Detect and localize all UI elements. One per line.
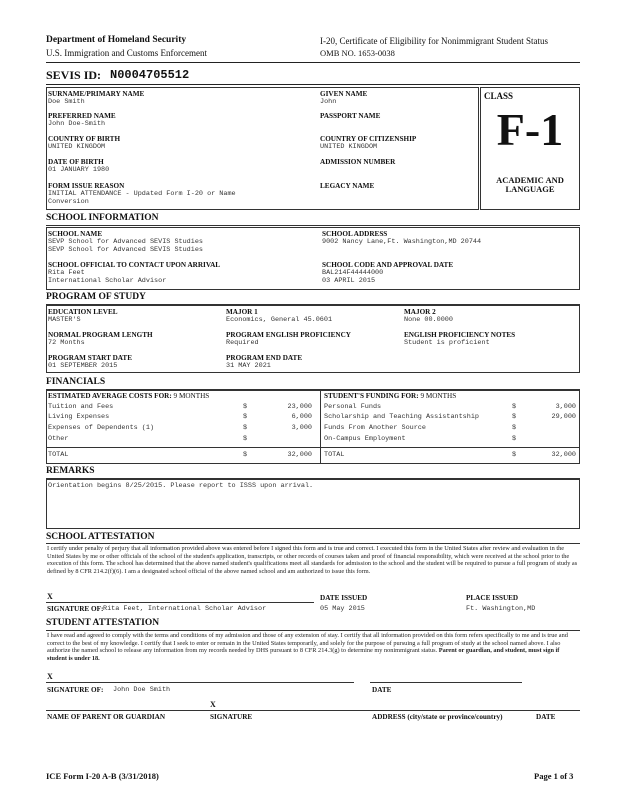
place-issued-label: PLACE ISSUED bbox=[466, 594, 519, 602]
school-name-line1: SEVP School for Advanced SEVIS Studies bbox=[48, 238, 203, 246]
omb-number: OMB NO. 1653-0038 bbox=[320, 48, 395, 58]
remarks-text: Orientation begins 8/25/2015. Please report to ISSS upon arrival. bbox=[48, 482, 314, 490]
cost-item: Tuition and Fees bbox=[48, 403, 114, 411]
education-level-label: EDUCATION LEVEL bbox=[48, 308, 118, 316]
cost-item: Other bbox=[48, 435, 69, 443]
major1-label: MAJOR 1 bbox=[226, 308, 258, 316]
school-name-label: SCHOOL NAME bbox=[48, 230, 103, 238]
funding-currency: $ bbox=[512, 435, 517, 443]
financials-heading: FINANCIALS bbox=[46, 377, 106, 387]
class-desc-line2: LANGUAGE bbox=[505, 184, 555, 194]
school-official-label: SCHOOL OFFICIAL TO CONTACT UPON ARRIVAL bbox=[48, 261, 221, 269]
funding-total-currency: $ bbox=[512, 451, 517, 459]
student-date-line bbox=[370, 682, 522, 683]
school-name-line2: SEVP School for Advanced SEVIS Studies bbox=[48, 246, 203, 254]
sevis-rule bbox=[46, 84, 580, 85]
school-code-value: BAL214F44444000 bbox=[322, 269, 384, 277]
school-sign-x: X bbox=[47, 592, 53, 601]
funding-item: Funds From Another Source bbox=[324, 424, 426, 432]
major1-value: Economics, General 45.0601 bbox=[226, 316, 333, 324]
cost-currency: $ bbox=[243, 413, 248, 421]
financials-total-rule bbox=[46, 447, 580, 448]
funding-amount: 29,000 bbox=[551, 413, 576, 421]
school-official-name: Rita Feet bbox=[48, 269, 85, 277]
cost-amount: 23,000 bbox=[287, 403, 312, 411]
header-rule bbox=[46, 62, 580, 63]
cost-currency: $ bbox=[243, 435, 248, 443]
school-info-heading: SCHOOL INFORMATION bbox=[46, 213, 159, 223]
parent-signature-label: SIGNATURE bbox=[210, 713, 253, 721]
dob-value: 01 JANUARY 1980 bbox=[48, 166, 110, 174]
issue-reason-line1: INITIAL ATTENDANCE - Updated Form I-20 or Name bbox=[48, 190, 236, 198]
student-attestation-paragraph bbox=[47, 632, 579, 662]
date-issued-value: 05 May 2015 bbox=[320, 605, 365, 613]
costs-total-amount: 32,000 bbox=[287, 451, 312, 459]
birth-country-label: COUNTRY OF BIRTH bbox=[48, 135, 121, 143]
parent-signature-line bbox=[46, 710, 580, 711]
student-attestation-rule bbox=[46, 630, 580, 631]
school-address-label: SCHOOL ADDRESS bbox=[322, 230, 388, 238]
admission-number-label: ADMISSION NUMBER bbox=[320, 158, 396, 166]
school-attestation-rule bbox=[46, 543, 580, 544]
funding-currency: $ bbox=[512, 424, 517, 432]
birth-country-value: UNITED KINGDOM bbox=[48, 143, 106, 151]
costs-period: 9 MONTHS bbox=[173, 392, 210, 400]
given-name-label: GIVEN NAME bbox=[320, 90, 368, 98]
class-code: F-1 bbox=[496, 104, 564, 155]
issue-reason-line2: Conversion bbox=[48, 198, 89, 206]
form-title: I-20, Certificate of Eligibility for Nonimmigrant Student Status bbox=[320, 36, 548, 46]
funding-heading bbox=[324, 392, 456, 400]
citizenship-label: COUNTRY OF CITIZENSHIP bbox=[320, 135, 417, 143]
cost-item: Living Expenses bbox=[48, 413, 110, 421]
passport-name-label: PASSPORT NAME bbox=[320, 112, 381, 120]
place-issued-value: Ft. Washington,MD bbox=[466, 605, 536, 613]
financials-divider bbox=[320, 390, 321, 464]
dob-label: DATE OF BIRTH bbox=[48, 158, 104, 166]
funding-label: STUDENT'S FUNDING FOR: bbox=[324, 392, 419, 400]
cost-item: Expenses of Dependents (1) bbox=[48, 424, 155, 432]
costs-total-currency: $ bbox=[243, 451, 248, 459]
major2-label: MAJOR 2 bbox=[404, 308, 436, 316]
sevis-id: N0004705512 bbox=[110, 68, 190, 82]
date-issued-label: DATE ISSUED bbox=[320, 594, 368, 602]
preferred-name-value: John Doe-Smith bbox=[48, 120, 106, 128]
program-heading: PROGRAM OF STUDY bbox=[46, 292, 146, 302]
cost-currency: $ bbox=[243, 424, 248, 432]
cost-amount: 6,000 bbox=[291, 413, 312, 421]
preferred-name-label: PREFERRED NAME bbox=[48, 112, 116, 120]
parent-name-label: NAME OF PARENT OR GUARDIAN bbox=[47, 713, 166, 721]
school-signature-label: SIGNATURE OF: bbox=[47, 605, 104, 613]
costs-total-label: TOTAL bbox=[48, 451, 69, 459]
costs-label: ESTIMATED AVERAGE COSTS FOR: bbox=[48, 392, 172, 400]
funding-item: Personal Funds bbox=[324, 403, 382, 411]
funding-total-label: TOTAL bbox=[324, 451, 345, 459]
student-attestation-heading: STUDENT ATTESTATION bbox=[46, 618, 160, 628]
footer-form-id: ICE Form I-20 A-B (3/31/2018) bbox=[46, 771, 159, 781]
school-approval-date: 03 APRIL 2015 bbox=[322, 277, 376, 285]
program-length-value: 72 Months bbox=[48, 339, 85, 347]
class-desc-line1: ACADEMIC AND bbox=[496, 175, 564, 185]
major2-value: None 00.0000 bbox=[404, 316, 453, 324]
agency-name: U.S. Immigration and Customs Enforcement bbox=[46, 48, 207, 58]
program-start-value: 01 SEPTEMBER 2015 bbox=[48, 362, 118, 370]
funding-total-amount: 32,000 bbox=[551, 451, 576, 459]
student-attestation-text: I have read and agreed to comply with the terms and conditions of my admission and those of any extension of stay. I certify that all information provided on this form refers specifically to me and is true and correct to the best of my knowledge. I certify that I seek to enter or remain in the United States temporarily, and solely for the purpose of pursuing a full program of study at the school named above. I also authorize the named school to release any information from my records needed by DHS pursuant to 8 CFR 214.3(g) to determine my nonimmigrant status. bbox=[47, 632, 568, 655]
program-length-label: NORMAL PROGRAM LENGTH bbox=[48, 331, 153, 339]
school-info-rule bbox=[46, 225, 580, 226]
school-code-label: SCHOOL CODE AND APPROVAL DATE bbox=[322, 261, 454, 269]
education-level-value: MASTER'S bbox=[48, 316, 81, 324]
parent-address-label: ADDRESS (city/state or province/country) bbox=[372, 713, 503, 721]
department-title: Department of Homeland Security bbox=[46, 35, 187, 45]
funding-currency: $ bbox=[512, 413, 517, 421]
student-attestation-bold: Parent or guardian, and student, must sign if student is under 18. bbox=[47, 647, 560, 662]
class-label: CLASS bbox=[484, 91, 514, 101]
funding-item: Scholarship and Teaching Assistantship bbox=[324, 413, 479, 421]
remarks-heading: REMARKS bbox=[46, 466, 95, 476]
student-date-label: DATE bbox=[372, 686, 392, 694]
proficiency-notes-value: Student is proficient bbox=[404, 339, 490, 347]
citizenship-value: UNITED KINGDOM bbox=[320, 143, 378, 151]
school-address-value: 9002 Nancy Lane,Ft. Washington,MD 20744 bbox=[322, 238, 482, 246]
program-end-value: 31 MAY 2021 bbox=[226, 362, 271, 370]
student-signature-label: SIGNATURE OF: bbox=[47, 686, 104, 694]
cost-currency: $ bbox=[243, 403, 248, 411]
surname-label: SURNAME/PRIMARY NAME bbox=[48, 90, 145, 98]
funding-item: On-Campus Employment bbox=[324, 435, 406, 443]
student-signature-value: John Doe Smith bbox=[113, 686, 171, 694]
proficiency-notes-label: ENGLISH PROFICIENCY NOTES bbox=[404, 331, 516, 339]
school-attestation-text: I certify under penalty of perjury that all information provided above was entered before I signed this form and is true and correct. I executed this form in the United States after review and evaluation in the United States by me or other officials of the school of the student's application, transcripts, or other records of courses taken and proof of financial responsibility, which were received at the school prior to the execution of this form. The school has determined that the above named student's qualifications meet all standards for admission to the school and the student will be required to pursue a full program of study as defined by 8 CFR 214.2(f)(6). I am a designated school official of the above named school and am authorized to issue this form. bbox=[47, 545, 578, 575]
issue-reason-label: FORM ISSUE REASON bbox=[48, 182, 125, 190]
school-signature-value: Rita Feet, International Scholar Advisor bbox=[103, 605, 267, 613]
sevis-label: SEVIS ID: bbox=[46, 68, 102, 82]
surname-value: Doe Smith bbox=[48, 98, 85, 106]
legacy-name-label: LEGACY NAME bbox=[320, 182, 375, 190]
program-end-label: PROGRAM END DATE bbox=[226, 354, 303, 362]
funding-period: 9 MONTHS bbox=[420, 392, 457, 400]
student-signature-line bbox=[46, 682, 354, 683]
school-attestation-heading: SCHOOL ATTESTATION bbox=[46, 532, 155, 542]
given-name-value: John bbox=[320, 98, 337, 106]
parent-date-label: DATE bbox=[536, 713, 556, 721]
english-proficiency-value: Required bbox=[226, 339, 259, 347]
funding-amount: 3,000 bbox=[555, 403, 576, 411]
english-proficiency-label: PROGRAM ENGLISH PROFICIENCY bbox=[226, 331, 351, 339]
costs-heading bbox=[48, 392, 209, 400]
parent-sign-x: X bbox=[210, 700, 216, 709]
school-official-title: International Scholar Advisor bbox=[48, 277, 167, 285]
school-signature-line bbox=[46, 602, 314, 603]
footer-page-number: Page 1 of 3 bbox=[534, 771, 574, 781]
program-start-label: PROGRAM START DATE bbox=[48, 354, 133, 362]
funding-currency: $ bbox=[512, 403, 517, 411]
student-sign-x: X bbox=[47, 672, 53, 681]
cost-amount: 3,000 bbox=[291, 424, 312, 432]
